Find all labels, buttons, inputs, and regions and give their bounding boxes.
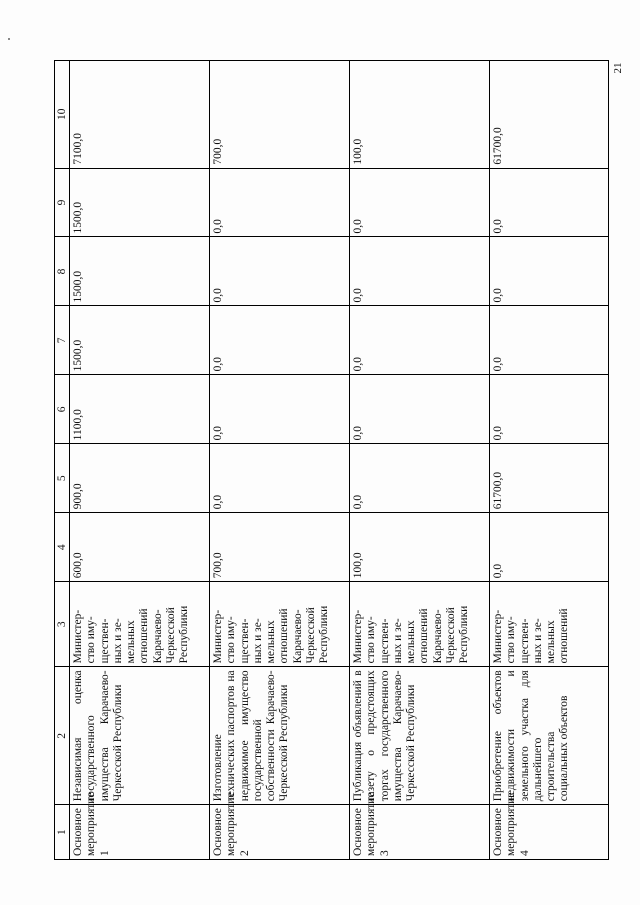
value-cell: 61700,0 [490, 444, 609, 513]
value-cell: 0,0 [210, 306, 350, 375]
value-cell: 0,0 [210, 237, 350, 306]
column-number-row [55, 61, 70, 860]
value-cell: 0,0 [350, 375, 490, 444]
page-number: 21 [612, 62, 624, 74]
value-cell: 0,0 [350, 237, 490, 306]
event-name: Основное мероприятие 1 [70, 805, 210, 860]
event-description: Приобретение объектов недвижимости и земельного участка для дальнейшего строительства социальных объектов [490, 667, 609, 805]
total-cell: 7100,0 [70, 61, 210, 169]
value-cell: 0,0 [490, 375, 609, 444]
value-cell: 0,0 [210, 375, 350, 444]
value-cell: 0,0 [210, 168, 350, 237]
value-cell: 0,0 [490, 237, 609, 306]
column-number: 5 [55, 444, 70, 513]
value-cell: 0,0 [210, 444, 350, 513]
column-number: 4 [55, 513, 70, 582]
value-cell: 900,0 [70, 444, 210, 513]
value-cell: 100,0 [350, 513, 490, 582]
event-executor: Министер- ство иму- ществен- ных и зе- мельных отношений [490, 582, 609, 667]
table-row [490, 61, 609, 860]
total-cell: 100,0 [350, 61, 490, 169]
value-cell: 0,0 [350, 306, 490, 375]
value-cell: 1100,0 [70, 375, 210, 444]
value-cell: 0,0 [490, 306, 609, 375]
value-cell: 700,0 [210, 513, 350, 582]
value-cell: 0,0 [490, 513, 609, 582]
total-cell: 61700,0 [490, 61, 609, 169]
column-number: 2 [55, 667, 70, 805]
table-row [350, 61, 490, 860]
table-row [210, 61, 350, 860]
table-row [70, 61, 210, 860]
column-number: 8 [55, 237, 70, 306]
column-number: 9 [55, 168, 70, 237]
value-cell: 1500,0 [70, 168, 210, 237]
value-cell: 1500,0 [70, 306, 210, 375]
event-executor: Министер- ство иму- ществен- ных и зе- мельных отношений Карачаево- Черкесской Республики [70, 582, 210, 667]
total-cell: 700,0 [210, 61, 350, 169]
value-cell: 0,0 [350, 444, 490, 513]
column-number: 1 [55, 805, 70, 860]
column-number: 10 [55, 61, 70, 169]
value-cell: 0,0 [490, 168, 609, 237]
column-number: 3 [55, 582, 70, 667]
value-cell: 0,0 [350, 168, 490, 237]
event-name: Основное мероприятие 2 [210, 805, 350, 860]
value-cell: 600,0 [70, 513, 210, 582]
event-name: Основное мероприятие 4 [490, 805, 609, 860]
event-description: Независимая оценка государственного имущества Карачаево-Черкесской Республики [70, 667, 210, 805]
scan-speck [8, 38, 10, 40]
event-description: Публикация объявлений в газету о предстоящих торгах государственного имущества Карачаево-Черкесской Республики [350, 667, 490, 805]
event-executor: Министер- ство иму- ществен- ных и зе- мельных отношений Карачаево- Черкесской Республики [350, 582, 490, 667]
event-description: Изготовление технических паспортов на недвижимое имущество государственной собственности Карачаево-Черкесской Республики [210, 667, 350, 805]
program-events-table [54, 60, 609, 860]
event-name: Основное мероприятие 3 [350, 805, 490, 860]
rotated-table-container [54, 60, 594, 860]
column-number: 7 [55, 306, 70, 375]
value-cell: 1500,0 [70, 237, 210, 306]
event-executor: Министер- ство иму- ществен- ных и зе- мельных отношений Карачаево- Черкесской Республики [210, 582, 350, 667]
column-number: 6 [55, 375, 70, 444]
